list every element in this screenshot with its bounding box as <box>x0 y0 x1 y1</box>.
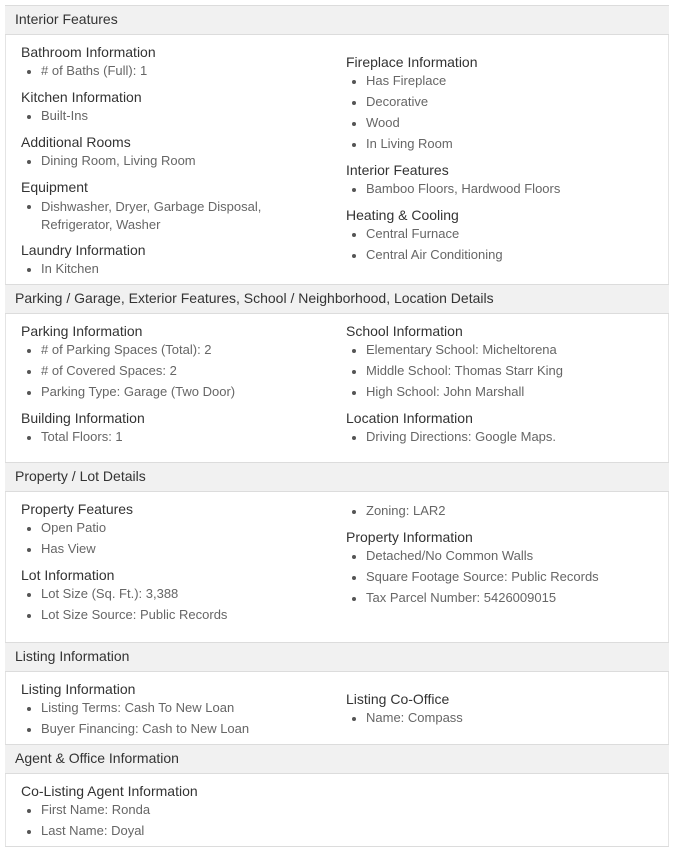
list-item: Decorative <box>366 94 429 109</box>
section-header-property <box>5 462 669 492</box>
group-title-co-agent: Co-Listing Agent Information <box>21 783 198 799</box>
list-item: Lot Size (Sq. Ft.): 3,388 <box>41 586 179 601</box>
list-item: Wood <box>366 115 400 130</box>
group-title-heating-cooling: Heating & Cooling <box>346 207 459 223</box>
list-item: Zoning: LAR2 <box>366 503 446 518</box>
section-header-parking <box>5 284 669 314</box>
list-item: First Name: Ronda <box>41 802 151 817</box>
list-item: Middle School: Thomas Starr King <box>366 363 564 378</box>
list-item: In Living Room <box>366 136 453 151</box>
list-item: Driving Directions: Google Maps. <box>366 429 557 444</box>
list-item: Parking Type: Garage (Two Door) <box>41 384 236 399</box>
list-item: Buyer Financing: Cash to New Loan <box>41 721 250 736</box>
list-item: Dining Room, Living Room <box>41 153 196 168</box>
group-title-property-info: Property Information <box>346 529 473 545</box>
list-item: Name: Compass <box>366 710 463 725</box>
group-title-additional-rooms: Additional Rooms <box>21 134 131 150</box>
list-item: Elementary School: Micheltorena <box>366 342 557 357</box>
list-item: Has Fireplace <box>366 73 447 88</box>
list-item: Central Furnace <box>366 226 460 241</box>
group-title-building: Building Information <box>21 410 145 426</box>
section-title: Interior Features <box>15 11 118 27</box>
group-title-property-features: Property Features <box>21 501 134 517</box>
list-item: Has View <box>41 541 96 556</box>
list-item: Tax Parcel Number: 5426009015 <box>366 590 557 605</box>
section-header-interior <box>5 5 669 35</box>
group-title-laundry: Laundry Information <box>21 242 146 258</box>
list-item: Lot Size Source: Public Records <box>41 607 228 622</box>
group-title-co-office: Listing Co-Office <box>346 691 450 707</box>
section-title: Agent & Office Information <box>15 750 179 766</box>
list-item: Built-Ins <box>41 108 88 123</box>
group-title-fireplace: Fireplace Information <box>346 54 478 70</box>
list-item: Bamboo Floors, Hardwood Floors <box>366 181 561 196</box>
section-title: Property / Lot Details <box>15 468 146 484</box>
list-item: # of Parking Spaces (Total): 2 <box>41 342 212 357</box>
list-item: Listing Terms: Cash To New Loan <box>41 700 235 715</box>
list-item: Dishwasher, Dryer, Garbage Disposal, Refrigerator, Washer <box>41 198 301 234</box>
section-title: Listing Information <box>15 648 130 664</box>
section-header-listing <box>5 642 669 672</box>
list-item: Total Floors: 1 <box>41 429 123 444</box>
group-title-equipment: Equipment <box>21 179 88 195</box>
list-item: # of Covered Spaces: 2 <box>41 363 177 378</box>
list-item: Central Air Conditioning <box>366 247 503 262</box>
list-item: Last Name: Doyal <box>41 823 145 838</box>
group-title-interior-features: Interior Features <box>346 162 449 178</box>
group-title-parking: Parking Information <box>21 323 143 339</box>
group-title-kitchen: Kitchen Information <box>21 89 142 105</box>
group-title-location: Location Information <box>346 410 473 426</box>
frame-bottom-border <box>5 846 669 847</box>
group-title-lot: Lot Information <box>21 567 115 583</box>
section-title: Parking / Garage, Exterior Features, School / Neighborhood, Location Details <box>15 290 494 306</box>
list-item: # of Baths (Full): 1 <box>41 63 148 78</box>
list-item: Square Footage Source: Public Records <box>366 569 599 584</box>
list-item: In Kitchen <box>41 261 99 276</box>
list-item: Detached/No Common Walls <box>366 548 534 563</box>
list-item: High School: John Marshall <box>366 384 525 399</box>
section-header-agent <box>5 744 669 774</box>
group-title-school: School Information <box>346 323 463 339</box>
group-title-listing-info: Listing Information <box>21 681 136 697</box>
list-item: Open Patio <box>41 520 107 535</box>
group-title-bathroom: Bathroom Information <box>21 44 156 60</box>
